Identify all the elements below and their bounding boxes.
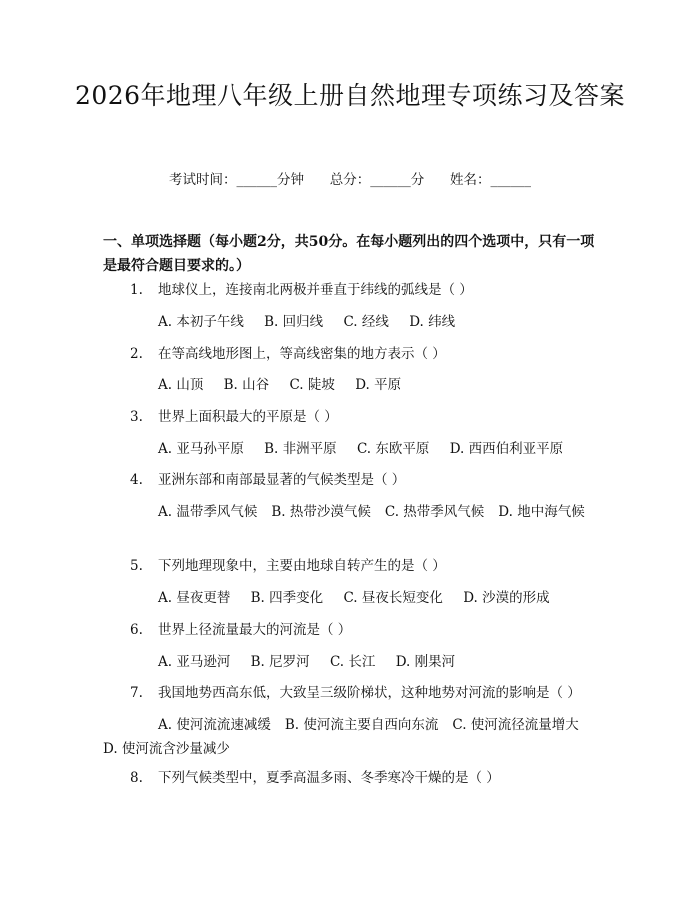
option-a: A. 本初子午线 (158, 314, 244, 330)
question-number: 5. (130, 558, 143, 574)
option-a: A. 使河流流速减缓 (158, 717, 271, 733)
question-stem (130, 768, 500, 788)
question-options (103, 500, 600, 524)
exam-meta-line (0, 170, 700, 190)
option-a: A. 昼夜更替 (158, 590, 231, 606)
option-d: D. 平原 (355, 377, 402, 393)
student-name-label: 姓名：______ (450, 172, 531, 188)
option-d: D. 纬线 (409, 314, 456, 330)
option-b: B. 非洲平原 (264, 441, 337, 457)
option-a: A. 山顶 (158, 377, 204, 393)
section-heading: 一、单项选择题（每小题2分，共50分。在每小题列出的四个选项中，只有一项是最符合题目要求的。） (103, 234, 595, 274)
page-title: 2026年地理八年级上册自然地理专项练习及答案 (74, 81, 626, 110)
exam-time-label: 考试时间：______分钟 (169, 172, 304, 188)
question-text: 亚洲东部和南部最显著的气候类型是（ ） (158, 472, 406, 488)
option-b: B. 使河流主要自西向东流 (284, 717, 439, 733)
question-number: 2. (130, 346, 143, 362)
option-d: D. 地中海气候 (498, 504, 585, 520)
total-score-label: 总分：______分 (329, 172, 425, 188)
option-b: B. 尼罗河 (250, 654, 310, 670)
question-text: 下列地理现象中，主要由地球自转产生的是（ ） (158, 558, 446, 574)
question-number: 4. (130, 472, 143, 488)
question-number: 8. (130, 770, 143, 786)
question-options (158, 588, 566, 608)
option-c: C. 热带季风气候 (384, 504, 485, 520)
option-c: C. 长江 (329, 654, 376, 670)
option-b: B. 山谷 (223, 377, 270, 393)
option-d: D. 西西伯利亚平原 (449, 441, 564, 457)
question-text: 下列气候类型中，夏季高温多雨、冬季寒冷干燥的是（ ） (158, 770, 500, 786)
question-stem (130, 683, 581, 703)
option-c: C. 东欧平原 (356, 441, 430, 457)
question-options (158, 652, 471, 672)
option-c: C. 陡坡 (289, 377, 335, 393)
option-d: D. 使河流含沙量减少 (103, 741, 230, 757)
question-stem (130, 344, 446, 364)
question-options (103, 713, 600, 761)
option-c: C. 经线 (343, 314, 389, 330)
option-b: B. 热带沙漠气候 (271, 504, 371, 520)
option-c: C. 昼夜长短变化 (343, 590, 443, 606)
option-a: A. 亚马孙平原 (158, 441, 244, 457)
question-stem (130, 407, 338, 427)
option-a: A. 亚马逊河 (158, 654, 231, 670)
question-text: 世界上面积最大的平原是（ ） (158, 409, 338, 425)
question-number: 1. (130, 282, 143, 298)
option-d: D. 刚果河 (395, 654, 456, 670)
option-d: D. 沙漠的形成 (463, 590, 550, 606)
question-text: 在等高线地形图上，等高线密集的地方表示（ ） (158, 346, 446, 362)
question-number: 7. (130, 685, 143, 701)
question-number: 3. (130, 409, 143, 425)
option-c: C. 使河流径流量增大 (452, 717, 579, 733)
option-b: B. 四季变化 (250, 590, 324, 606)
question-text: 世界上径流量最大的河流是（ ） (158, 622, 352, 638)
question-options (158, 439, 579, 459)
question-stem (130, 556, 446, 576)
question-text: 地球仪上，连接南北两极并垂直于纬线的弧线是（ ） (158, 282, 473, 298)
question-stem (130, 280, 473, 300)
question-text: 我国地势西高东低，大致呈三级阶梯状，这种地势对河流的影响是（ ） (158, 685, 581, 701)
option-b: B. 回归线 (264, 314, 324, 330)
question-options (158, 375, 417, 395)
question-options (158, 312, 471, 332)
question-number: 6. (130, 622, 143, 638)
question-stem (130, 470, 405, 490)
question-stem (130, 620, 351, 640)
option-a: A. 温带季风气候 (158, 504, 258, 520)
